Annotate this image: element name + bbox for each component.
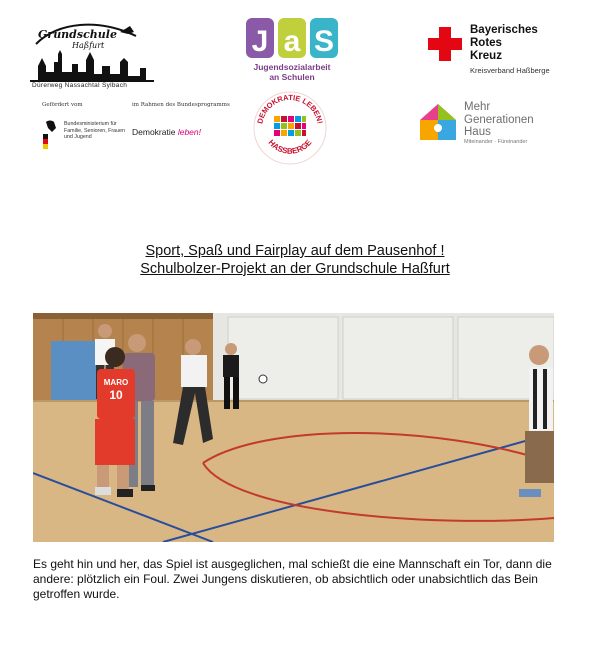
demokratie-word: Demokratie [132,127,176,137]
red-cross-subtitle: Kreisverband Haßberge [470,66,550,75]
bundesprogramm-label: im Rahmen des Bundesprogramms [132,102,230,108]
demokratie-leben-wordmark [132,127,201,137]
gefoerdert-label: Gefördert vom [42,102,83,108]
grundschule-caption: Dürerweg Nassachtal Sylbach [32,82,128,89]
mehrgenerationenhaus-name [464,101,534,139]
mehrgenerationenhaus-tagline: Miteinander · Füreinander [464,139,528,145]
red-cross-line2: Rotes [470,37,502,49]
svg-text:S: S [313,25,335,58]
bundesadler-icon [42,120,62,152]
jas-logo [244,16,340,68]
svg-text:J: J [251,25,269,58]
red-cross-icon [428,27,462,61]
jas-caption-line2: an Schulen [269,72,315,82]
svg-text:a: a [283,25,301,58]
grundschule-subtitle: Haßfurt [72,41,105,50]
demokratie-round-top: DEMOKRATIE LEBEN! [255,92,325,125]
demokratie-leben-hassberge-logo [252,90,328,166]
jersey-number: 10 [109,388,123,402]
grundschule-title: Grundschule [38,28,117,41]
mehrgenerationenhaus-icon [416,100,460,144]
article-photo [33,313,554,542]
mgh-line2: Generationen [464,113,534,126]
mgh-line3: Haus [464,126,491,138]
red-cross-line3: Kreuz [470,50,502,62]
jas-caption [244,62,340,82]
red-cross-name [470,24,538,63]
leben-word: leben! [177,127,202,137]
jersey-name: MARO [103,378,129,387]
demokratie-round-bottom: HASSBERGE [266,137,314,156]
article-body: Es geht hin und her, das Spiel ist ausgeglichen, mal schießt die eine Mannschaft ein Tor, dann die andere: plötzlich ein Foul. Zwei Jungens diskutieren, ob absichtlich oder unabsichtlich das Bein getroffen wurde. [33,557,552,601]
article-headline-2: Schulbolzer-Projekt an der Grundschule Haßfurt [140,261,450,277]
jas-caption-line1: Jugendsozialarbeit [253,62,331,72]
article-headline-1: Sport, Spaß und Fairplay auf dem Pausenhof ! [145,243,445,259]
red-cross-line1: Bayerisches [470,24,538,36]
mgh-line1: Mehr [464,101,491,113]
bundesministerium-text: Bundesministerium für Familie, Senioren, Frauen und Jugend [64,121,125,140]
